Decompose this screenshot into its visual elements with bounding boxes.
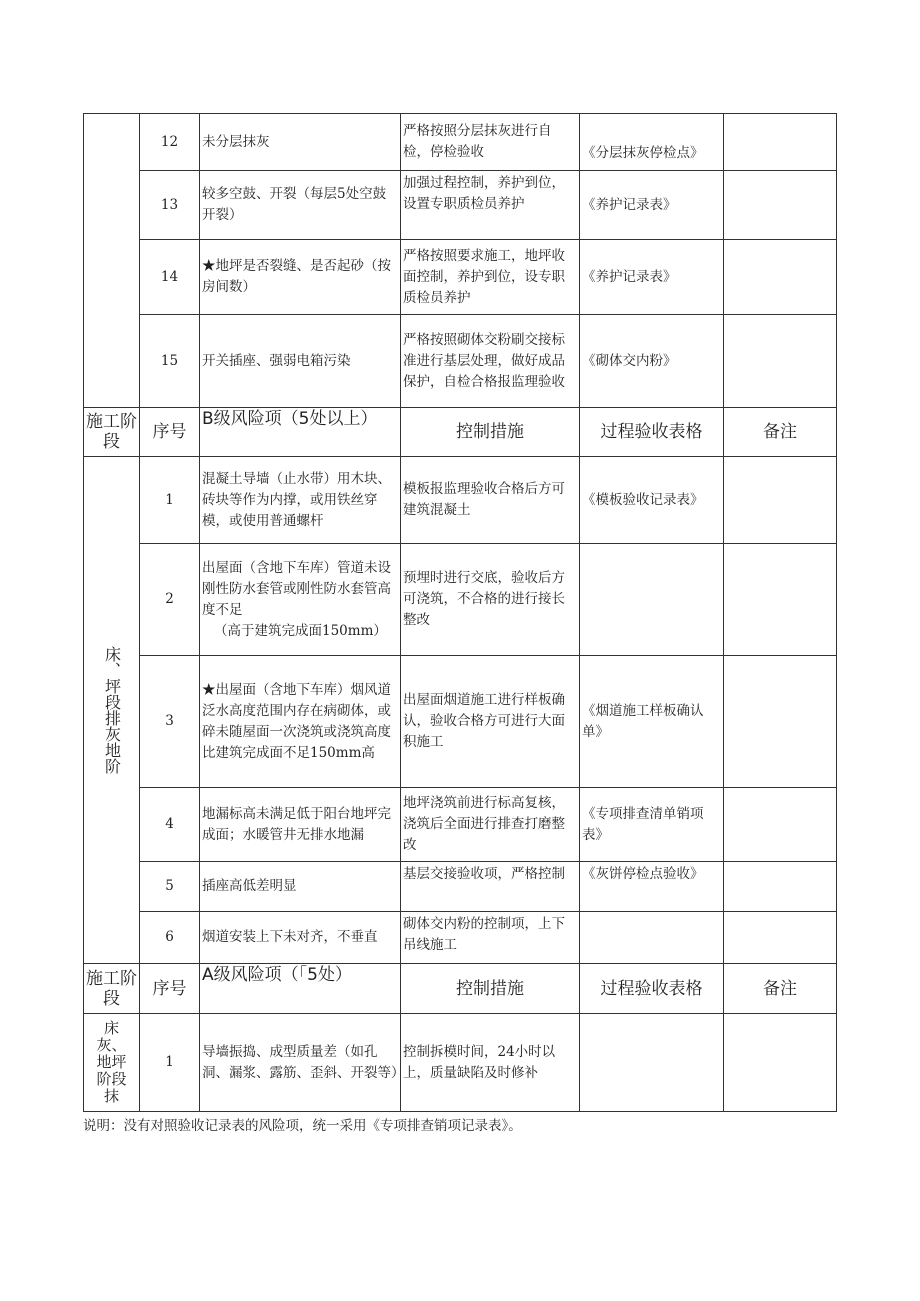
header-measure: 控制措施 [401, 408, 580, 457]
control-measure: 控制拆模时间，24小时以上，质量缺陷及时修补 [401, 1014, 580, 1112]
table-row [84, 544, 837, 656]
row-number: 14 [140, 240, 200, 315]
risk-item: 烟道安装上下未对齐，不垂直 [200, 912, 401, 964]
header-number: 序号 [140, 408, 200, 457]
stage-cell-b [84, 457, 140, 964]
acceptance-form: 《灰饼停检点验收》 [580, 862, 724, 912]
risk-item: ★地坪是否裂缝、是否起砂（按房间数） [200, 240, 401, 315]
remark [724, 656, 837, 788]
header-stage: 施工阶段 [84, 408, 140, 457]
control-measure: 预埋时进行交底，验收后方可浇筑，不合格的进行接长整改 [401, 544, 580, 656]
acceptance-form: 《分层抹灰停检点》 [580, 114, 724, 171]
header-number: 序号 [140, 964, 200, 1014]
risk-item: 较多空鼓、开裂（每层5处空鼓开裂） [200, 171, 401, 240]
remark [724, 171, 837, 240]
row-number: 3 [140, 656, 200, 788]
acceptance-form: 《模板验收记录表》 [580, 457, 724, 544]
acceptance-form [580, 544, 724, 656]
acceptance-form: 《烟道施工样板确认单》 [580, 656, 724, 788]
table-row [84, 457, 837, 544]
acceptance-form [580, 912, 724, 964]
risk-item: 导墙振捣、成型质量差（如孔洞、漏浆、露筋、歪斜、开裂等） [200, 1014, 401, 1112]
acceptance-form: 《养护记录表》 [580, 240, 724, 315]
header-risk-title: B级风险项（5处以上） [200, 408, 401, 457]
table-row [84, 656, 837, 788]
table-row [84, 171, 837, 240]
header-form: 过程验收表格 [580, 964, 724, 1014]
stage-label-a: 床 灰、 地坪 阶段 抹 [96, 1019, 127, 1105]
risk-item: 未分层抹灰 [200, 114, 401, 171]
risk-item: 开关插座、强弱电箱污染 [200, 315, 401, 408]
row-number: 13 [140, 171, 200, 240]
table-row [84, 1014, 837, 1112]
row-number: 12 [140, 114, 200, 171]
header-stage: 施工阶段 [84, 964, 140, 1014]
row-number: 1 [140, 1014, 200, 1112]
risk-item: 插座高低差明显 [200, 862, 401, 912]
table-row [84, 862, 837, 912]
risk-table [83, 113, 837, 1112]
acceptance-form: 《专项排查清单销项表》 [580, 788, 724, 862]
control-measure: 砌体交内粉的控制项，上下吊线施工 [401, 912, 580, 964]
table-row [84, 912, 837, 964]
row-number: 1 [140, 457, 200, 544]
header-row-b [84, 408, 837, 457]
control-measure: 出屋面烟道施工进行样板确认，验收合格方可进行大面积施工 [401, 656, 580, 788]
risk-item-text: 出屋面（含地下车库）管道未设刚性防水套管或刚性防水套管高度不足 [202, 559, 391, 618]
row-number: 4 [140, 788, 200, 862]
table-row [84, 315, 837, 408]
risk-item: ★出屋面（含地下车库）烟风道泛水高度范围内存在病砌体，或碎未随屋面一次浇筑或浇筑高度比建筑完成面不足150mm高 [200, 656, 401, 788]
risk-item: 地漏标高未满足低于阳台地坪完成面；水暖管井无排水地漏 [200, 788, 401, 862]
header-measure: 控制措施 [401, 964, 580, 1014]
remark [724, 114, 837, 171]
row-number: 5 [140, 862, 200, 912]
footnote: 说明：没有对照验收记录表的风险项，统一采用《专项排查销项记录表》。 [83, 1118, 522, 1134]
acceptance-form: 《养护记录表》 [580, 171, 724, 240]
remark [724, 1014, 837, 1112]
table-row [84, 240, 837, 315]
remark [724, 912, 837, 964]
header-remark: 备注 [724, 408, 837, 457]
acceptance-form: 《砌体交内粉》 [580, 315, 724, 408]
stage-cell-c [84, 114, 140, 408]
stage-label-b: 床、坪段排灰地阶 [102, 646, 122, 774]
control-measure: 严格按照分层抹灰进行自检，停检验收 [401, 114, 580, 171]
header-row-a [84, 964, 837, 1014]
remark [724, 315, 837, 408]
risk-item-note: （高于建筑完成面150mm） [214, 622, 387, 639]
remark [724, 788, 837, 862]
control-measure: 地坪浇筑前进行标高复核，浇筑后全面进行排查打磨整改 [401, 788, 580, 862]
header-remark: 备注 [724, 964, 837, 1014]
control-measure: 模板报监理验收合格后方可建筑混凝土 [401, 457, 580, 544]
control-measure: 基层交接验收项，严格控制 [401, 862, 580, 912]
table-row [84, 788, 837, 862]
risk-item: 混凝土导墙（止水带）用木块、砖块等作为内撑，或用铁丝穿模，或使用普通螺杆 [200, 457, 401, 544]
row-number: 2 [140, 544, 200, 656]
table-row [84, 114, 837, 171]
row-number: 6 [140, 912, 200, 964]
remark [724, 457, 837, 544]
remark [724, 862, 837, 912]
risk-item [200, 544, 401, 656]
header-form: 过程验收表格 [580, 408, 724, 457]
control-measure: 加强过程控制，养护到位，设置专职质检员养护 [401, 171, 580, 240]
remark [724, 240, 837, 315]
row-number: 15 [140, 315, 200, 408]
control-measure: 严格按照要求施工，地坪收面控制，养护到位，设专职质检员养护 [401, 240, 580, 315]
control-measure: 严格按照砌体交粉刷交接标准进行基层处理，做好成品保护，自检合格报监理验收 [401, 315, 580, 408]
acceptance-form [580, 1014, 724, 1112]
stage-cell-a [84, 1014, 140, 1112]
header-risk-title: A级风险项（「5处） [200, 964, 401, 1014]
remark [724, 544, 837, 656]
